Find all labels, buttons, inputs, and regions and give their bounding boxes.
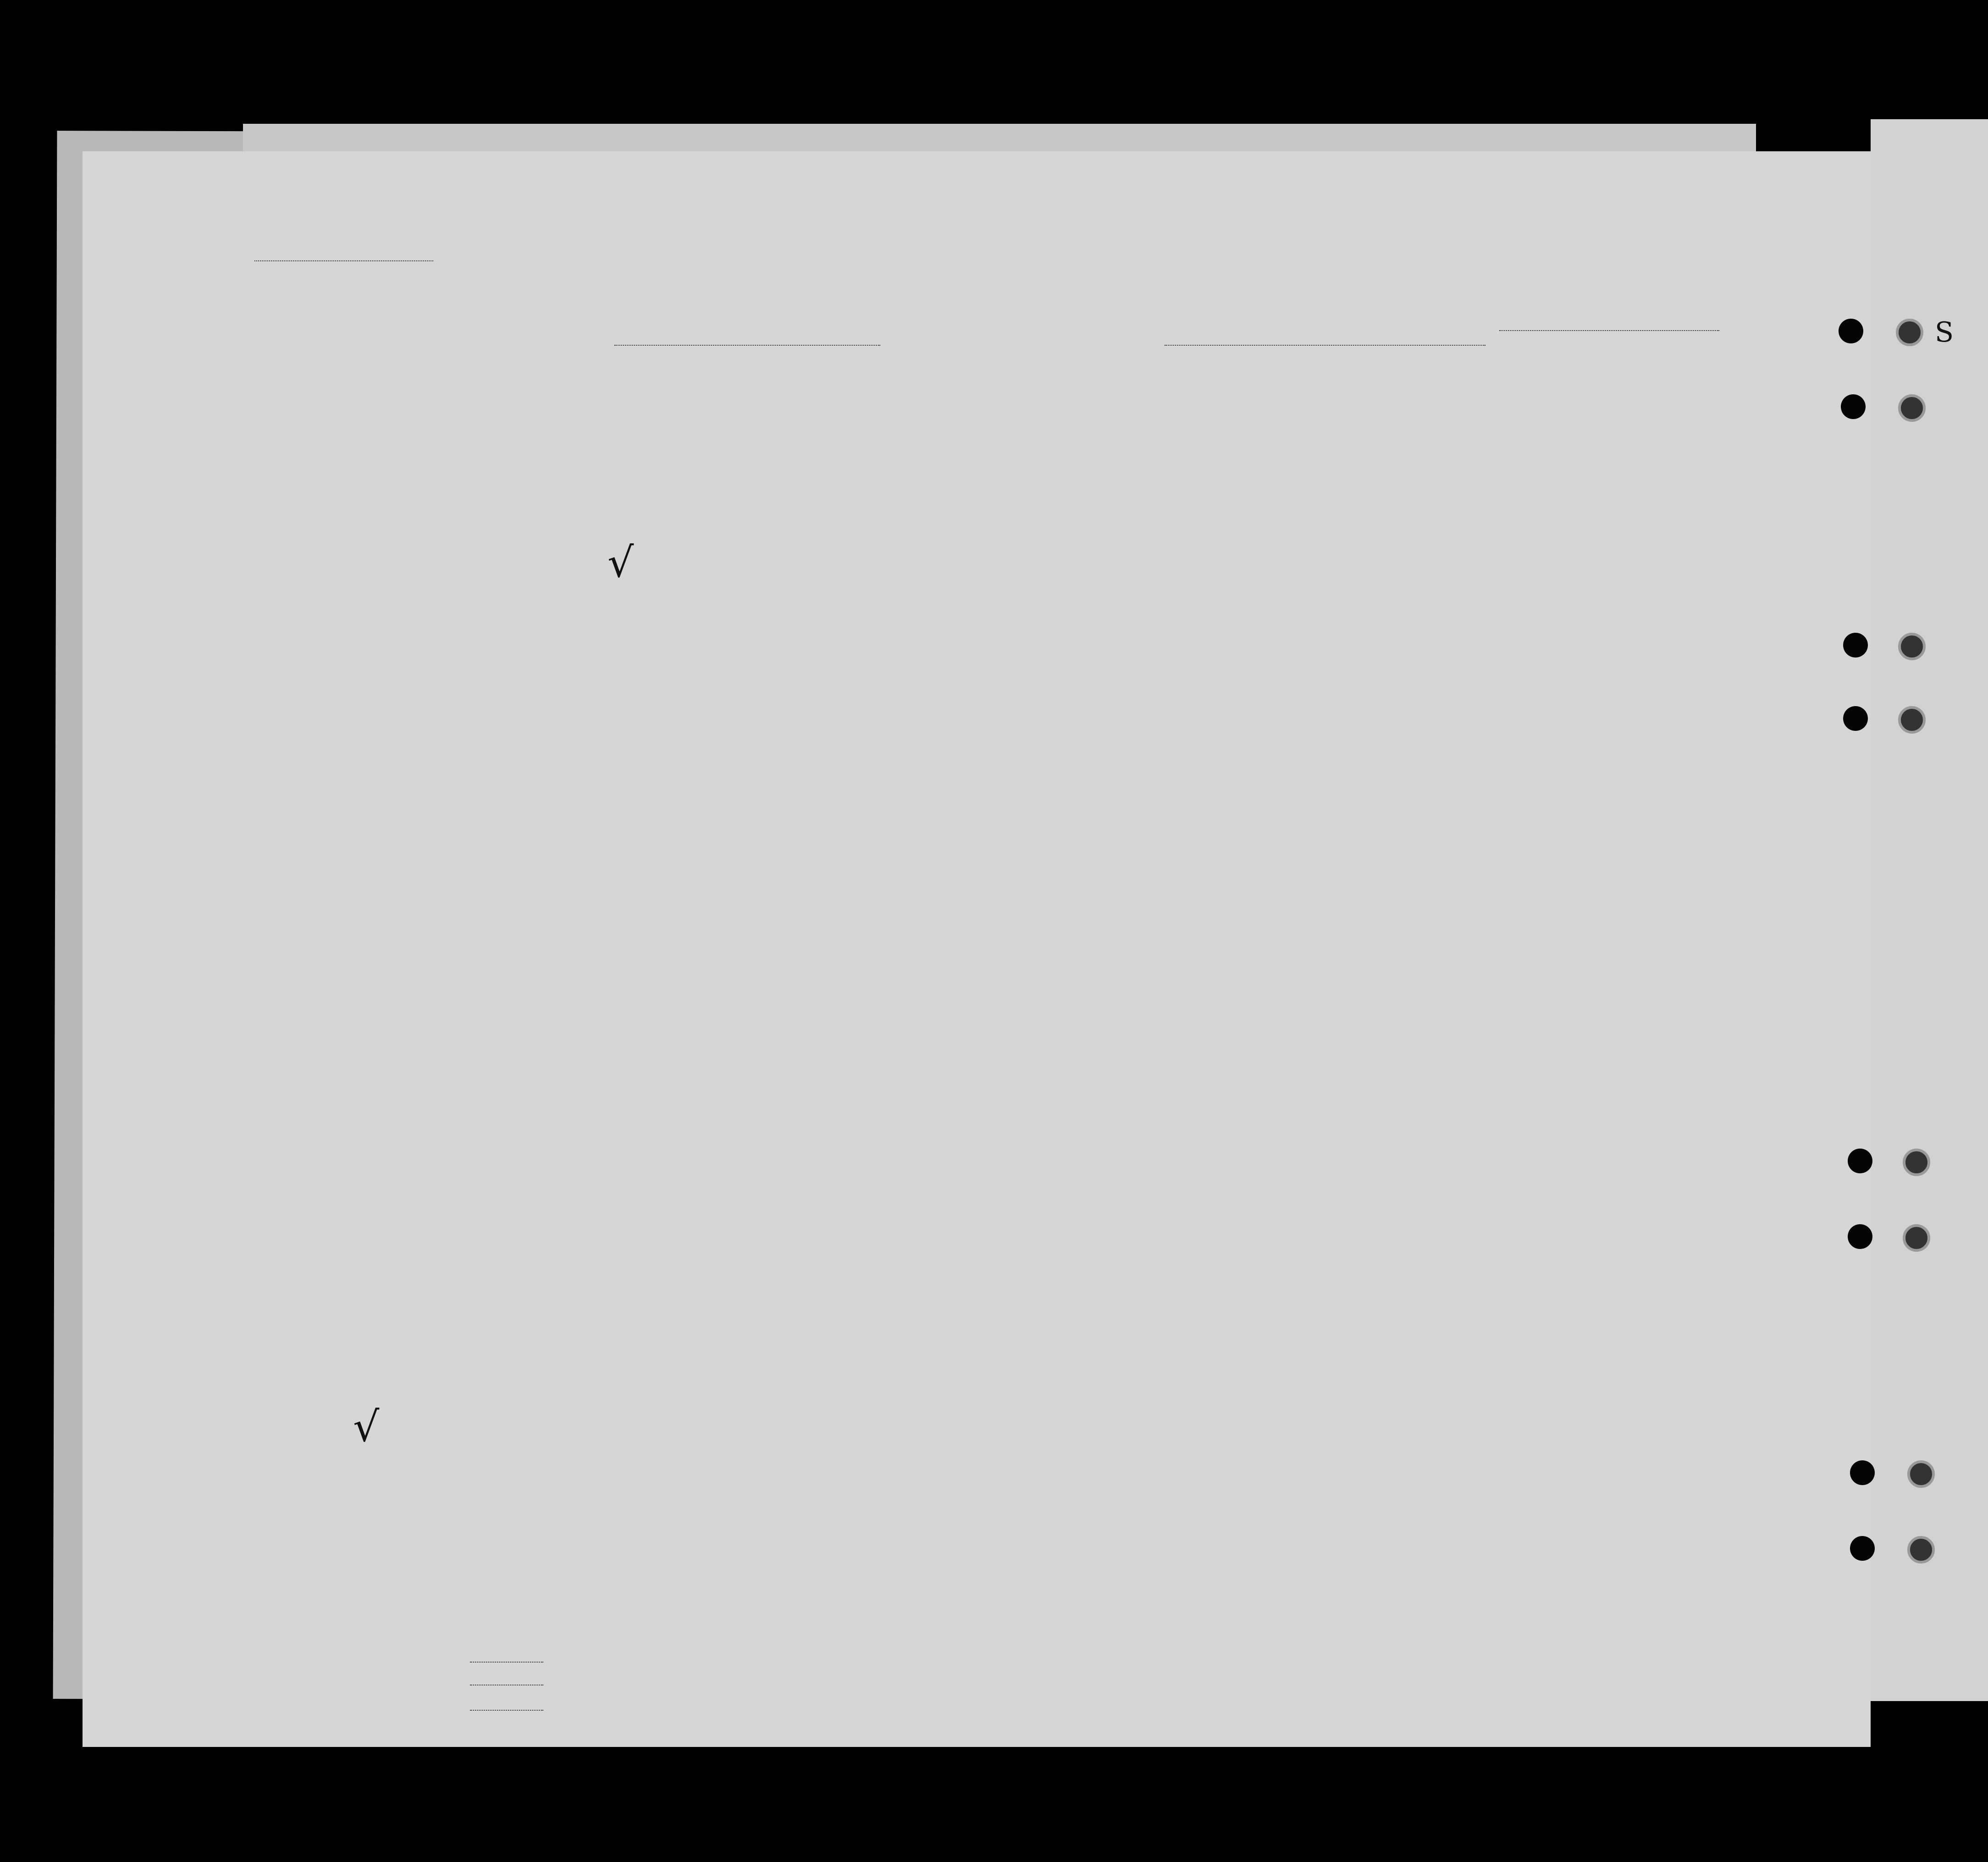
punch-hole	[1848, 1224, 1872, 1249]
punch-hole-shadow	[1896, 319, 1923, 346]
total-passengers-line	[470, 1662, 543, 1663]
row27-check: √	[353, 1403, 380, 1451]
aliens-line	[470, 1710, 543, 1711]
punch-hole-shadow	[1903, 1224, 1930, 1252]
punch-hole-shadow	[1898, 394, 1926, 422]
punch-hole-shadow	[1898, 633, 1926, 660]
punch-hole	[1850, 1536, 1875, 1561]
punch-hole	[1848, 1149, 1872, 1173]
adjacent-sheet-letter: S	[1935, 316, 1954, 348]
punch-hole	[1843, 633, 1868, 658]
punch-hole-shadow	[1907, 1460, 1935, 1488]
punch-hole	[1839, 319, 1863, 343]
punch-hole-shadow	[1903, 1149, 1930, 1176]
row1-age-check: √	[607, 539, 634, 587]
punch-hole-shadow	[1907, 1536, 1935, 1564]
punch-hole	[1850, 1460, 1875, 1485]
punch-hole	[1843, 706, 1868, 731]
punch-hole	[1841, 394, 1866, 419]
punch-hole-shadow	[1898, 706, 1926, 734]
